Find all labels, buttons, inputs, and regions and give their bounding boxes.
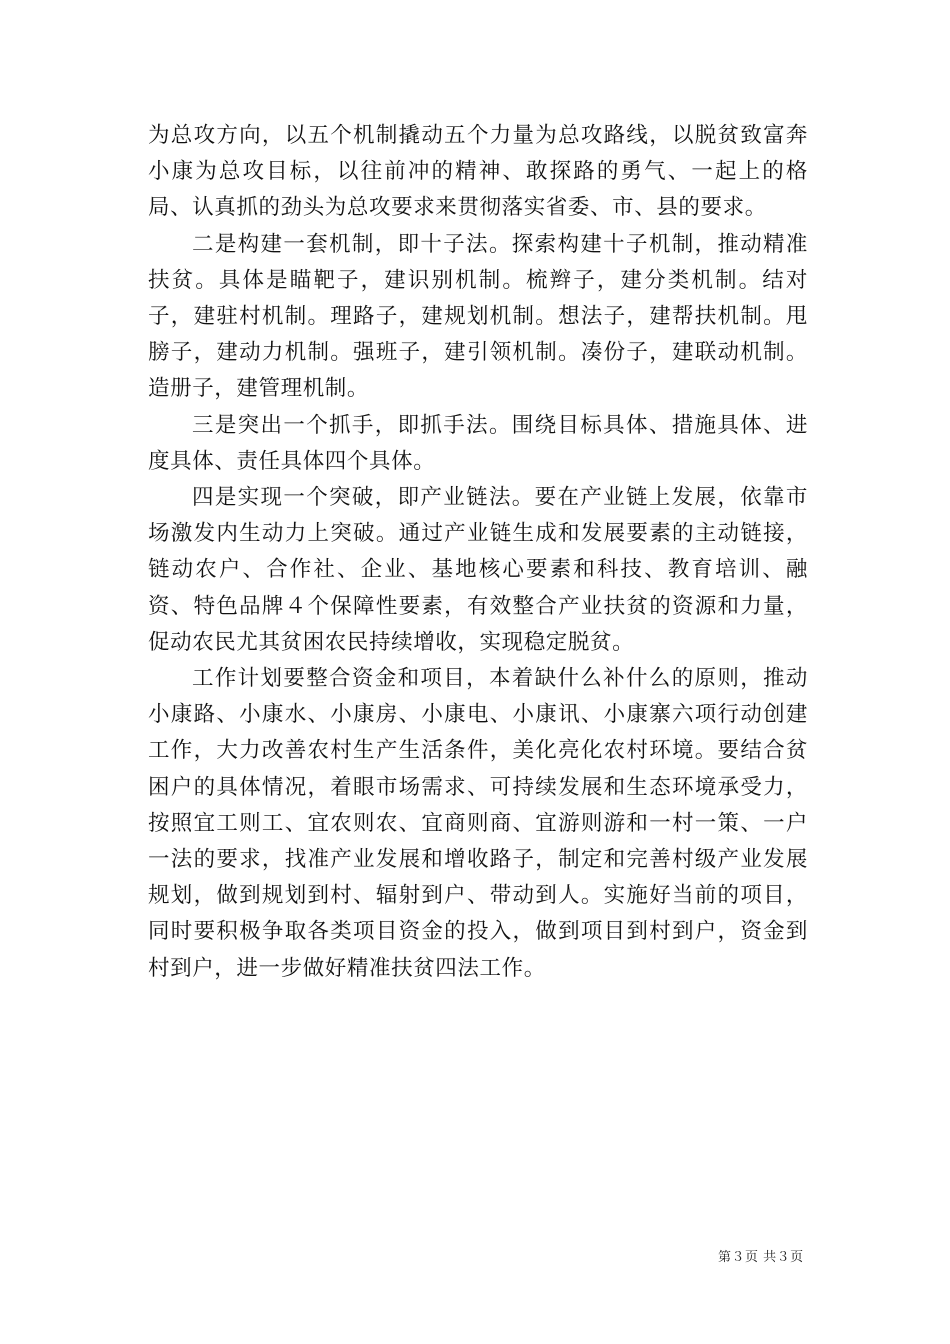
paragraph-1: 为总攻方向，以五个机制撬动五个力量为总攻路线，以脱贫致富奔小康为总攻目标，以往前冲的精神、敢探路的勇气、一起上的格局、认真抓的劲头为总攻要求来贯彻落实省委、市、县的要求。 [148,123,808,221]
document-body [148,118,808,987]
paragraph-3: 三是突出一个抓手，即抓手法。围绕目标具体、措施具体、进度具体、责任具体四个具体。 [148,412,808,474]
paragraph-2: 二是构建一套机制，即十子法。探索构建十子机制，推动精准扶贫。具体是瞄靶子，建识别机制。梳辫子，建分类机制。结对子，建驻村机制。理路子，建规划机制。想法子，建帮扶机制。甩膀子，建动力机制。强班子，建引领机制。凑份子，建联动机制。造册子，建管理机制。 [148,231,808,402]
paragraph-4: 四是实现一个突破，即产业链法。要在产业链上发展，依靠市场激发内生动力上突破。通过产业链生成和发展要素的主动链接，链动农户、合作社、企业、基地核心要素和科技、教育培训、融资、特色品牌４个保障性要素，有效整合产业扶贫的资源和力量，促动农民尤其贫困农民持续增收，实现稳定脱贫。 [148,485,808,655]
paragraph-5: 工作计划要整合资金和项目，本着缺什么补什么的原则，推动小康路、小康水、小康房、小康电、小康讯、小康寨六项行动创建工作，大力改善农村生产生活条件，美化亮化农村环境。要结合贫困户的具体情况，着眼市场需求、可持续发展和生态环境承受力，按照宜工则工、宜农则农、宜商则商、宜游则游和一村一策、一户一法的要求，找准产业发展和增收路子，制定和完善村级产业发展规划，做到规划到村、辐射到户、带动到人。实施好当前的项目，同时要积极争取各类项目资金的投入，做到项目到村到户，资金到村到户，进一步做好精准扶贫四法工作。 [148,666,808,981]
page-number-footer: 第３页 共３页 [718,1250,804,1265]
